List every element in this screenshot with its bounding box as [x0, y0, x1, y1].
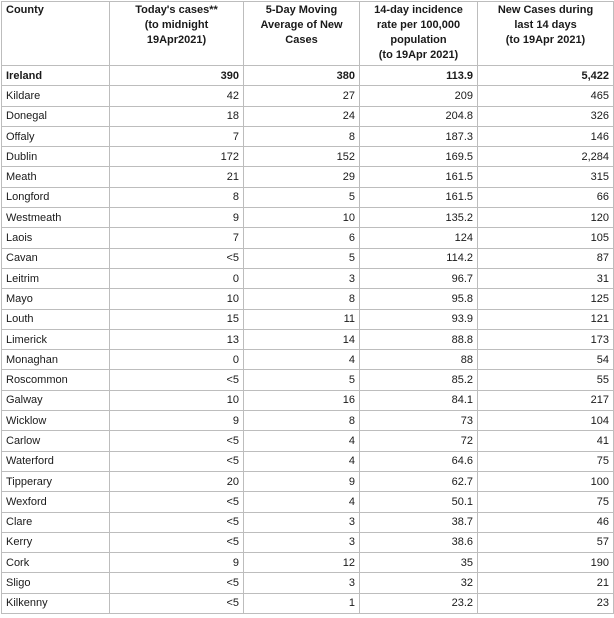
- moving-average-cell: 3: [244, 268, 360, 288]
- todays-cases-cell: 13: [110, 329, 244, 349]
- incidence-rate-cell: 93.9: [360, 309, 478, 329]
- county-cell: Dublin: [2, 147, 110, 167]
- moving-average-cell: 10: [244, 208, 360, 228]
- todays-cases-cell: <5: [110, 451, 244, 471]
- county-cell: Tipperary: [2, 471, 110, 491]
- todays-cases-cell: 9: [110, 553, 244, 573]
- moving-average-cell: 3: [244, 532, 360, 552]
- county-cell: Longford: [2, 187, 110, 207]
- new-cases-cell: 173: [478, 329, 614, 349]
- new-cases-cell: 2,284: [478, 147, 614, 167]
- moving-average-cell: 12: [244, 553, 360, 573]
- county-cell: Ireland: [2, 66, 110, 86]
- table-row: [2, 512, 614, 532]
- incidence-rate-cell: 95.8: [360, 289, 478, 309]
- county-cell: Wicklow: [2, 411, 110, 431]
- county-cell: Kildare: [2, 86, 110, 106]
- new-cases-cell: 75: [478, 492, 614, 512]
- table-row: [2, 411, 614, 431]
- todays-cases-cell: 21: [110, 167, 244, 187]
- table-row: [2, 187, 614, 207]
- moving-average-cell: 380: [244, 66, 360, 86]
- county-cell: Sligo: [2, 573, 110, 593]
- todays-cases-cell: 7: [110, 228, 244, 248]
- moving-average-cell: 9: [244, 471, 360, 491]
- todays-cases-cell: 0: [110, 350, 244, 370]
- new-cases-cell: 104: [478, 411, 614, 431]
- todays-cases-cell: 42: [110, 86, 244, 106]
- new-cases-cell: 326: [478, 106, 614, 126]
- incidence-rate-cell: 85.2: [360, 370, 478, 390]
- moving-average-cell: 8: [244, 411, 360, 431]
- moving-average-cell: 8: [244, 126, 360, 146]
- incidence-rate-cell: 204.8: [360, 106, 478, 126]
- table-row: [2, 289, 614, 309]
- moving-average-cell: 8: [244, 289, 360, 309]
- header-todays-cases: Today's cases** (to midnight 19Apr2021): [110, 2, 244, 66]
- new-cases-cell: 31: [478, 268, 614, 288]
- incidence-rate-cell: 88: [360, 350, 478, 370]
- todays-cases-cell: <5: [110, 593, 244, 613]
- new-cases-cell: 66: [478, 187, 614, 207]
- county-cell: Clare: [2, 512, 110, 532]
- moving-average-cell: 6: [244, 228, 360, 248]
- county-cell: Limerick: [2, 329, 110, 349]
- moving-average-cell: 4: [244, 350, 360, 370]
- table-row: [2, 167, 614, 187]
- moving-average-cell: 4: [244, 431, 360, 451]
- county-cell: Galway: [2, 390, 110, 410]
- table-row: [2, 593, 614, 613]
- table-row: [2, 86, 614, 106]
- todays-cases-cell: <5: [110, 573, 244, 593]
- covid-county-table: [1, 1, 614, 614]
- incidence-rate-cell: 73: [360, 411, 478, 431]
- incidence-rate-cell: 50.1: [360, 492, 478, 512]
- moving-average-cell: 5: [244, 187, 360, 207]
- incidence-rate-cell: 32: [360, 573, 478, 593]
- moving-average-cell: 16: [244, 390, 360, 410]
- incidence-rate-cell: 84.1: [360, 390, 478, 410]
- new-cases-cell: 87: [478, 248, 614, 268]
- new-cases-cell: 217: [478, 390, 614, 410]
- header-new-cases-14-days: New Cases during last 14 days (to 19Apr 2021): [478, 2, 614, 66]
- table-row: [2, 248, 614, 268]
- new-cases-cell: 465: [478, 86, 614, 106]
- new-cases-cell: 190: [478, 553, 614, 573]
- county-cell: Leitrim: [2, 268, 110, 288]
- table-row: [2, 126, 614, 146]
- new-cases-cell: 41: [478, 431, 614, 451]
- new-cases-cell: 121: [478, 309, 614, 329]
- moving-average-cell: 29: [244, 167, 360, 187]
- county-cell: Laois: [2, 228, 110, 248]
- todays-cases-cell: <5: [110, 492, 244, 512]
- table-row: [2, 268, 614, 288]
- todays-cases-cell: 20: [110, 471, 244, 491]
- incidence-rate-cell: 209: [360, 86, 478, 106]
- incidence-rate-cell: 35: [360, 553, 478, 573]
- county-cell: Kerry: [2, 532, 110, 552]
- incidence-rate-cell: 72: [360, 431, 478, 451]
- header-incidence-rate: 14-day incidence rate per 100,000 population (to 19Apr 2021): [360, 2, 478, 66]
- todays-cases-cell: 10: [110, 390, 244, 410]
- new-cases-cell: 46: [478, 512, 614, 532]
- county-cell: Cavan: [2, 248, 110, 268]
- incidence-rate-cell: 88.8: [360, 329, 478, 349]
- moving-average-cell: 24: [244, 106, 360, 126]
- todays-cases-cell: 18: [110, 106, 244, 126]
- county-cell: Louth: [2, 309, 110, 329]
- table-row: [2, 451, 614, 471]
- table-row: [2, 106, 614, 126]
- new-cases-cell: 21: [478, 573, 614, 593]
- incidence-rate-cell: 64.6: [360, 451, 478, 471]
- new-cases-cell: 23: [478, 593, 614, 613]
- county-cell: Donegal: [2, 106, 110, 126]
- moving-average-cell: 1: [244, 593, 360, 613]
- new-cases-cell: 100: [478, 471, 614, 491]
- table-row: [2, 431, 614, 451]
- todays-cases-cell: 390: [110, 66, 244, 86]
- moving-average-cell: 3: [244, 573, 360, 593]
- incidence-rate-cell: 161.5: [360, 187, 478, 207]
- todays-cases-cell: 10: [110, 289, 244, 309]
- county-cell: Cork: [2, 553, 110, 573]
- table-row: [2, 370, 614, 390]
- incidence-rate-cell: 38.7: [360, 512, 478, 532]
- header-moving-average: 5-Day Moving Average of New Cases: [244, 2, 360, 66]
- incidence-rate-cell: 169.5: [360, 147, 478, 167]
- todays-cases-cell: 172: [110, 147, 244, 167]
- incidence-rate-cell: 113.9: [360, 66, 478, 86]
- incidence-rate-cell: 62.7: [360, 471, 478, 491]
- incidence-rate-cell: 23.2: [360, 593, 478, 613]
- moving-average-cell: 3: [244, 512, 360, 532]
- county-cell: Roscommon: [2, 370, 110, 390]
- table-row: [2, 553, 614, 573]
- moving-average-cell: 11: [244, 309, 360, 329]
- todays-cases-cell: <5: [110, 370, 244, 390]
- county-cell: Carlow: [2, 431, 110, 451]
- incidence-rate-cell: 135.2: [360, 208, 478, 228]
- todays-cases-cell: 15: [110, 309, 244, 329]
- county-cell: Wexford: [2, 492, 110, 512]
- incidence-rate-cell: 161.5: [360, 167, 478, 187]
- new-cases-cell: 54: [478, 350, 614, 370]
- new-cases-cell: 75: [478, 451, 614, 471]
- new-cases-cell: 146: [478, 126, 614, 146]
- county-cell: Kilkenny: [2, 593, 110, 613]
- table-row: [2, 492, 614, 512]
- moving-average-cell: 4: [244, 451, 360, 471]
- table-row: [2, 573, 614, 593]
- header-county: County: [2, 2, 110, 66]
- county-cell: Meath: [2, 167, 110, 187]
- county-cell: Mayo: [2, 289, 110, 309]
- moving-average-cell: 27: [244, 86, 360, 106]
- county-cell: Westmeath: [2, 208, 110, 228]
- new-cases-cell: 120: [478, 208, 614, 228]
- todays-cases-cell: 8: [110, 187, 244, 207]
- moving-average-cell: 152: [244, 147, 360, 167]
- table-row: [2, 309, 614, 329]
- new-cases-cell: 125: [478, 289, 614, 309]
- new-cases-cell: 5,422: [478, 66, 614, 86]
- incidence-rate-cell: 96.7: [360, 268, 478, 288]
- table-row: [2, 350, 614, 370]
- county-cell: Monaghan: [2, 350, 110, 370]
- todays-cases-cell: 0: [110, 268, 244, 288]
- moving-average-cell: 14: [244, 329, 360, 349]
- county-cell: Offaly: [2, 126, 110, 146]
- todays-cases-cell: 7: [110, 126, 244, 146]
- new-cases-cell: 57: [478, 532, 614, 552]
- moving-average-cell: 4: [244, 492, 360, 512]
- todays-cases-cell: <5: [110, 248, 244, 268]
- todays-cases-cell: 9: [110, 208, 244, 228]
- new-cases-cell: 105: [478, 228, 614, 248]
- county-cell: Waterford: [2, 451, 110, 471]
- table-row: [2, 228, 614, 248]
- table-row: [2, 471, 614, 491]
- table-body: [2, 66, 614, 614]
- moving-average-cell: 5: [244, 370, 360, 390]
- new-cases-cell: 315: [478, 167, 614, 187]
- incidence-rate-cell: 38.6: [360, 532, 478, 552]
- new-cases-cell: 55: [478, 370, 614, 390]
- todays-cases-cell: <5: [110, 512, 244, 532]
- todays-cases-cell: 9: [110, 411, 244, 431]
- table-row-total: [2, 66, 614, 86]
- todays-cases-cell: <5: [110, 431, 244, 451]
- table-row: [2, 147, 614, 167]
- moving-average-cell: 5: [244, 248, 360, 268]
- table-row: [2, 532, 614, 552]
- table-row: [2, 390, 614, 410]
- table-row: [2, 329, 614, 349]
- incidence-rate-cell: 114.2: [360, 248, 478, 268]
- table-row: [2, 208, 614, 228]
- incidence-rate-cell: 187.3: [360, 126, 478, 146]
- incidence-rate-cell: 124: [360, 228, 478, 248]
- todays-cases-cell: <5: [110, 532, 244, 552]
- header-row: [2, 2, 614, 66]
